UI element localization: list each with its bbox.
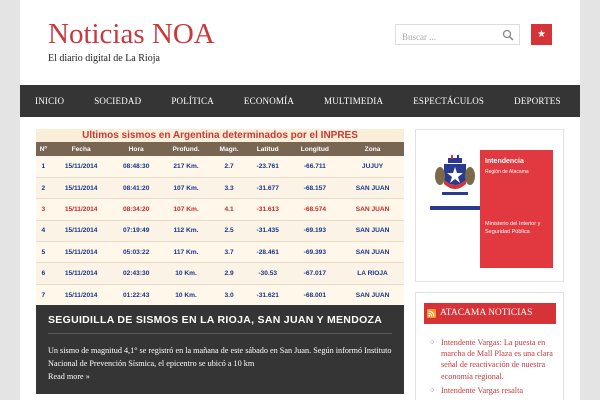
table-cell: -67.017 [289,263,342,284]
table-cell: 07:19:49 [112,220,161,241]
table-cell: 15/11/2014 [51,220,112,241]
table-row [36,263,404,284]
table-cell: 15/11/2014 [51,199,112,220]
table-cell: 01:22:43 [112,284,161,305]
news-list [430,337,558,399]
table-cell: 4 [36,220,51,241]
table-cell: 10 Km. [161,263,212,284]
table-cell: SAN JUAN [341,199,404,220]
featured-caption [36,305,404,394]
quake-column-header: Nº [36,142,51,156]
table-cell: 1 [36,156,51,177]
table-cell: 3.0 [211,284,247,305]
nav-item-deportes[interactable]: DEPORTES [514,96,561,106]
search-input[interactable] [396,28,496,47]
table-cell: 15/11/2014 [51,242,112,263]
table-cell: 3.7 [211,242,247,263]
table-cell: -68.157 [289,177,342,198]
table-cell: 2 [36,177,51,198]
table-cell: SAN JUAN [341,242,404,263]
quake-column-header: Hora [112,142,161,156]
table-cell: 05:03:22 [112,242,161,263]
news-item-text: Intendente Vargas resalta [441,385,523,395]
read-more-link[interactable]: Read more » [48,372,90,381]
quake-column-header: Longitud [289,142,342,156]
table-cell: 7 [36,284,51,305]
table-cell: 3 [36,199,51,220]
site-tagline: El diario digital de La Rioja [48,53,160,64]
table-cell: JUJUY [341,156,404,177]
intendencia-banner[interactable] [430,150,553,268]
main-nav [20,85,580,117]
table-cell: 08:48:30 [112,156,161,177]
table-cell: 117 Km. [161,242,212,263]
table-row [36,156,404,177]
quake-table-title: Ultimos sismos en Argentina determinados por el INPRES [36,129,404,142]
quake-table-body [36,156,404,305]
table-cell: -30.53 [247,263,289,284]
table-cell: -23.761 [247,156,289,177]
quake-column-header: Magn. [211,142,247,156]
search-form [395,24,520,45]
table-cell: 2.5 [211,220,247,241]
news-widget-title: ATACAMA NOTICIAS [440,308,533,318]
table-cell: -69.193 [289,220,342,241]
table-row [36,177,404,198]
table-cell: -31.677 [247,177,289,198]
table-cell: 6 [36,263,51,284]
bullet-icon: ○ [430,338,435,346]
nav-item-multimedia[interactable]: MULTIMEDIA [324,96,384,106]
featured-excerpt: Un sismo de magnitud 4,1° se registró en la mañana de este sábado en San Juan. Según informó Instituto Nacional de Prevención Sísmica, el epicentro se ubicó a 10 km [48,346,392,368]
nav-item-sociedad[interactable]: SOCIEDAD [94,96,142,106]
table-cell: 08:41:20 [112,177,161,198]
table-cell: -31.435 [247,220,289,241]
list-item[interactable] [430,337,558,382]
table-cell: SAN JUAN [341,177,404,198]
table-cell: 02:43:30 [112,263,161,284]
table-cell: 107 Km. [161,199,212,220]
news-item-text: Intendente Vargas: La puesta en marcha de Mall Plaza es una clara señal de reactivación de nuestra economía regional. [441,338,553,381]
table-cell: -31.621 [247,284,289,305]
star-icon[interactable]: ★ [531,24,552,45]
quake-table [36,142,404,305]
atacama-news-widget [415,292,564,400]
page [20,0,580,400]
table-cell: -28.461 [247,242,289,263]
table-row [36,242,404,263]
table-cell: 217 Km. [161,156,212,177]
table-cell: 15/11/2014 [51,156,112,177]
nav-item-politica[interactable]: POLÍTICA [171,96,214,106]
table-row [36,284,404,305]
coat-of-arms-icon [430,150,480,206]
rss-icon [427,309,436,318]
nav-item-economia[interactable]: ECONOMÍA [243,96,295,106]
ad-title: Intendencia [485,158,524,165]
sidebar-ad-widget [415,129,564,282]
nav-item-inicio[interactable]: INICIO [35,96,65,106]
table-cell: 112 Km. [161,220,212,241]
table-cell: -69.393 [289,242,342,263]
table-cell: 2.7 [211,156,247,177]
table-cell: 2.9 [211,263,247,284]
ad-stripe [430,206,480,268]
table-cell: LA RIOJA [341,263,404,284]
site-title[interactable]: Noticias NOA [48,18,215,50]
table-cell: -31.613 [247,199,289,220]
table-cell: 15/11/2014 [51,177,112,198]
quake-column-header: Profund. [161,142,212,156]
table-cell: 15/11/2014 [51,284,112,305]
table-cell: 15/11/2014 [51,263,112,284]
quake-table-header-row [36,142,404,156]
table-cell: 08:34:20 [112,199,161,220]
bullet-icon: ○ [430,385,435,394]
table-cell: 10 Km. [161,284,212,305]
ad-subtitle: Región de Atacama [485,169,529,175]
featured-headline[interactable]: SEGUIDILLA DE SISMOS EN LA RIOJA, SAN JUAN Y MENDOZA [48,314,392,334]
table-cell: 5 [36,242,51,263]
list-item[interactable] [430,385,558,396]
table-cell: 3.3 [211,177,247,198]
quake-column-header: Zona [341,142,404,156]
quake-column-header: Fecha [51,142,112,156]
table-cell: SAN JUAN [341,284,404,305]
ad-red-panel [480,150,553,268]
table-row [36,199,404,220]
table-cell: 4.1 [211,199,247,220]
table-cell: -68.001 [289,284,342,305]
magnifier-icon[interactable] [502,29,514,41]
nav-item-espectaculos[interactable]: ESPECTÁCULOS [413,96,485,106]
featured-image[interactable] [36,129,404,305]
table-row [36,220,404,241]
table-cell: 107 Km. [161,177,212,198]
table-cell: -68.574 [289,199,342,220]
table-cell: -66.711 [289,156,342,177]
table-cell: SAN JUAN [341,220,404,241]
news-widget-header[interactable] [424,303,556,324]
ad-ministry: Ministerio del Interior y Seguridad Pública [485,221,541,235]
quake-column-header: Latitud [247,142,289,156]
